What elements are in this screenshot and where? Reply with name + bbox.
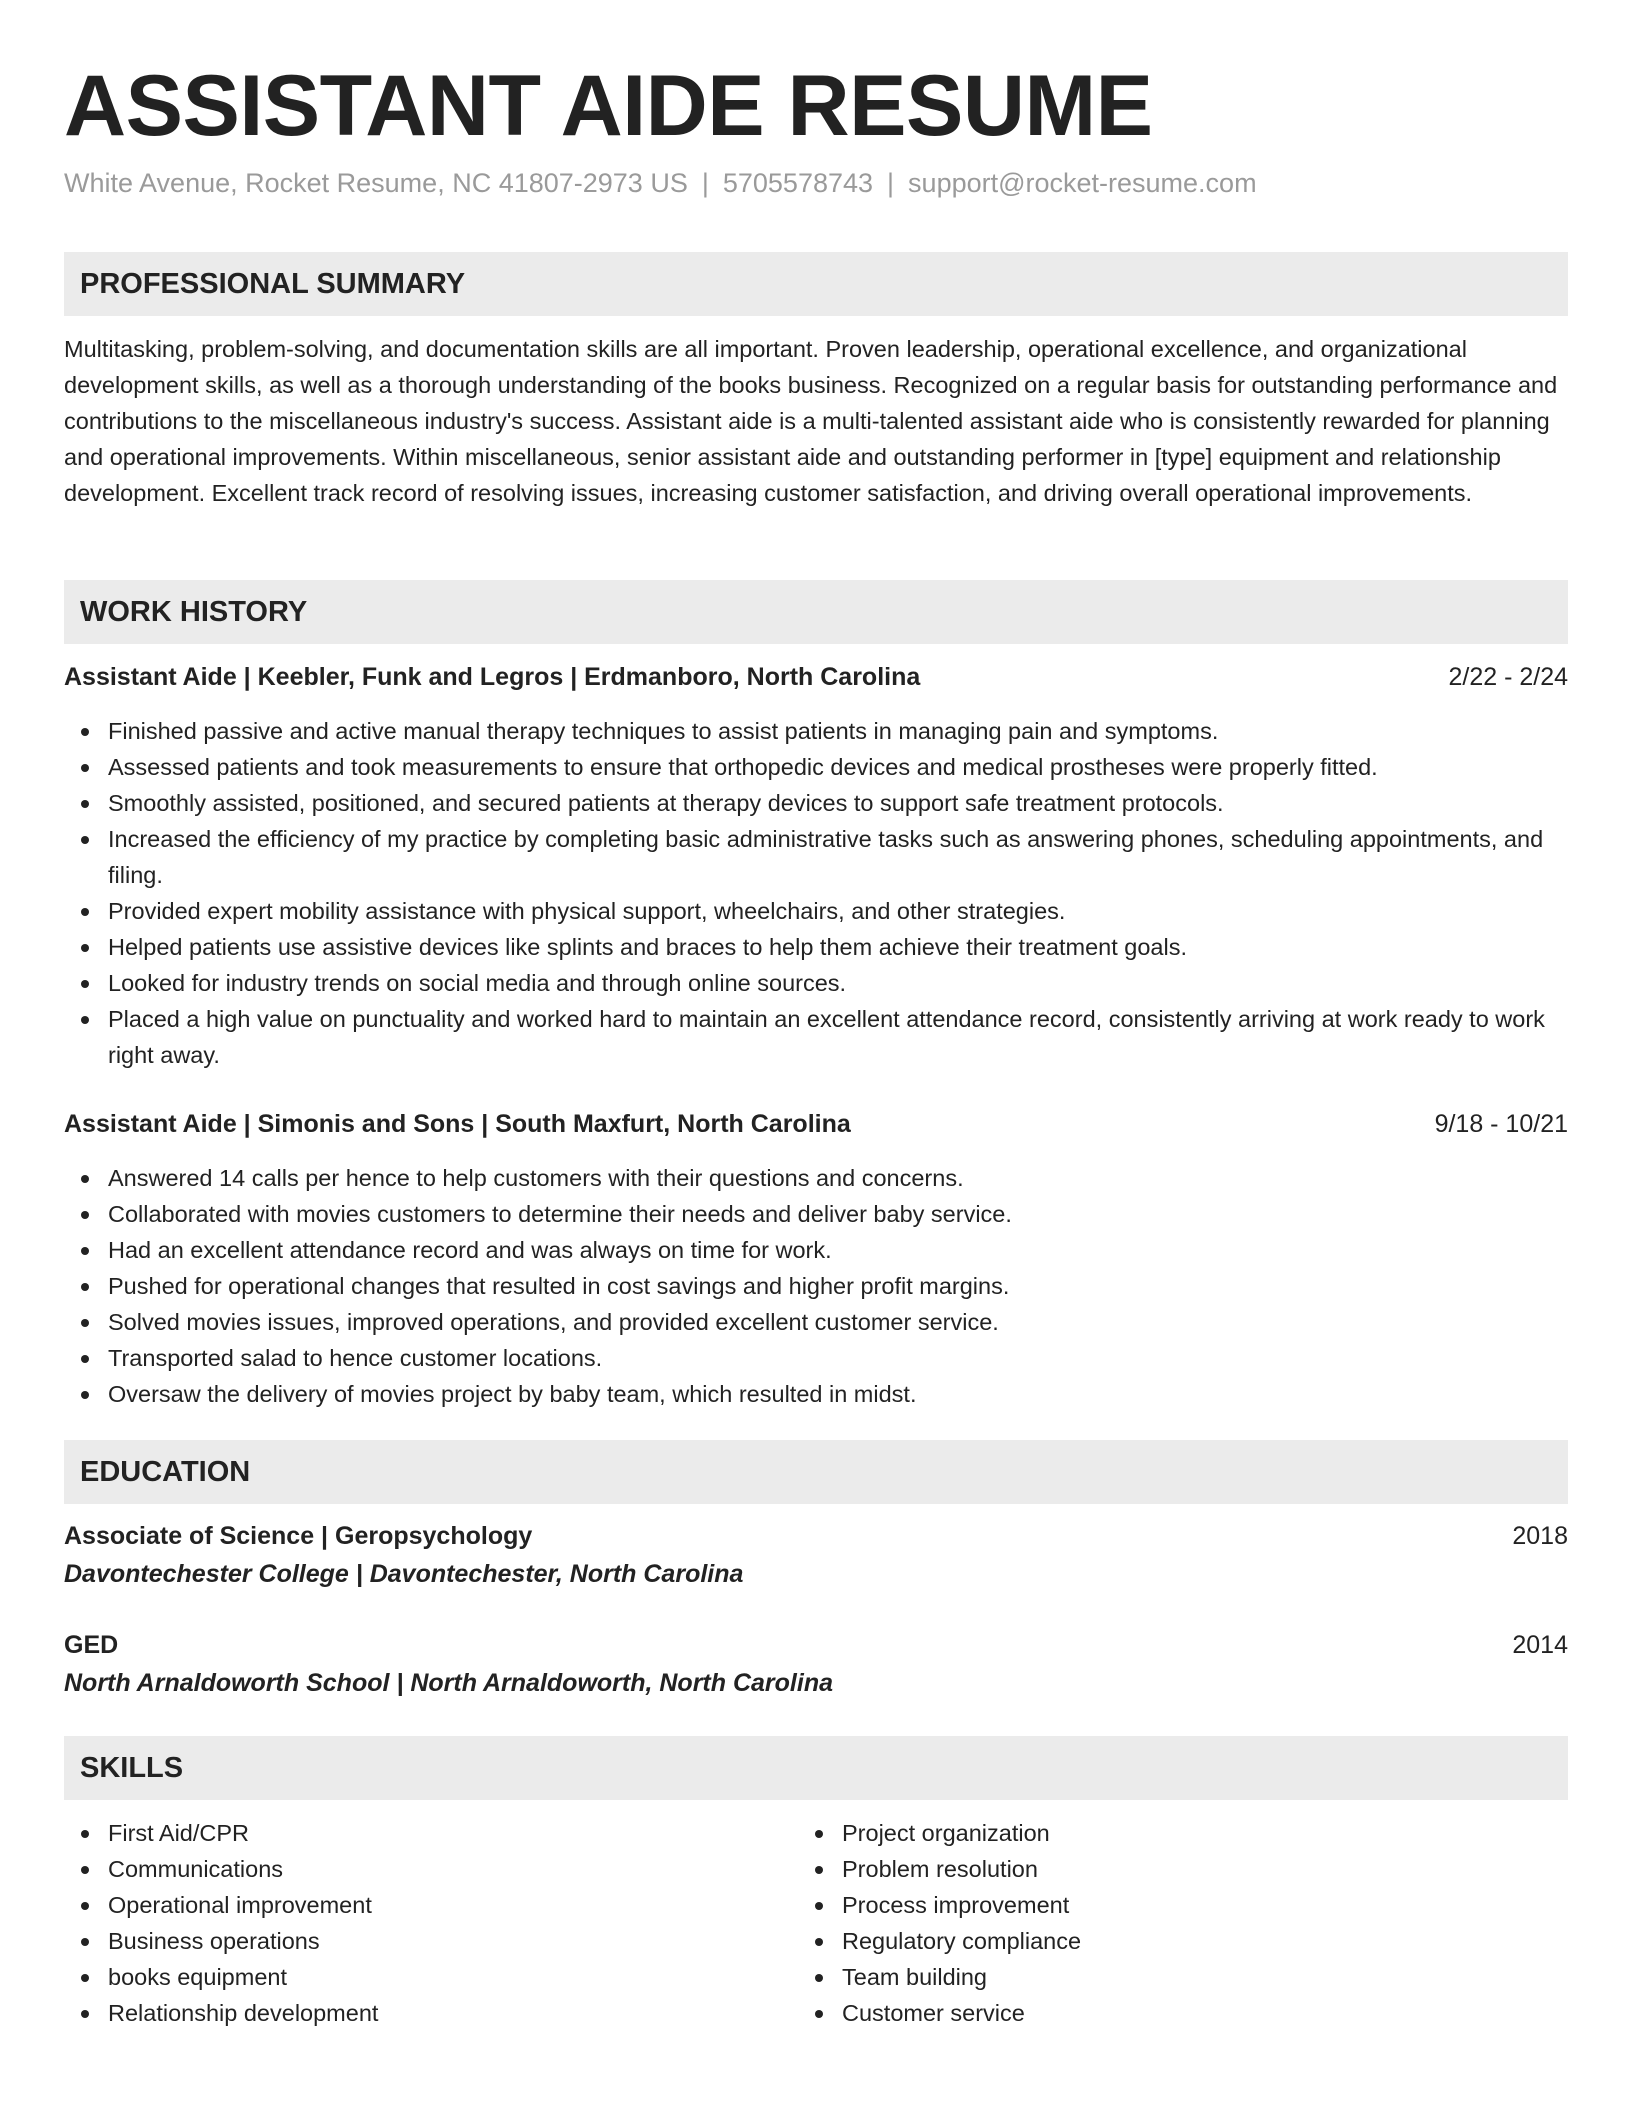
job-header (64, 1106, 1568, 1142)
list-item: Collaborated with movies customers to determine their needs and deliver baby service. (64, 1196, 1568, 1232)
list-item: Looked for industry trends on social media and through online sources. (64, 965, 1568, 1001)
job-dates: 2/22 - 2/24 (1448, 663, 1568, 691)
list-item: Helped patients use assistive devices like splints and braces to help them achieve their treatment goals. (64, 929, 1568, 965)
list-item: Had an excellent attendance record and was always on time for work. (64, 1232, 1568, 1268)
education-year: 2014 (1512, 1631, 1568, 1659)
job-dates: 9/18 - 10/21 (1434, 1110, 1568, 1138)
education-header (64, 1518, 1568, 1554)
section-heading-work: WORK HISTORY (64, 580, 1568, 644)
job-bullets (64, 713, 1568, 1073)
contact-separator: | (887, 168, 895, 198)
list-item: Provided expert mobility assistance with physical support, wheelchairs, and other strategies. (64, 893, 1568, 929)
list-item: Customer service (798, 1995, 1632, 2031)
education-year: 2018 (1512, 1522, 1568, 1550)
list-item: Team building (798, 1959, 1632, 1995)
list-item: Business operations (64, 1923, 1568, 1959)
list-item: Pushed for operational changes that resulted in cost savings and higher profit margins. (64, 1268, 1568, 1304)
section-heading-education: EDUCATION (64, 1440, 1568, 1504)
list-item: Communications (64, 1851, 1568, 1887)
list-item: Solved movies issues, improved operations, and provided excellent customer service. (64, 1304, 1568, 1340)
list-item: Placed a high value on punctuality and worked hard to maintain an excellent attendance record, consistently arriving at work ready to work right away. (64, 1001, 1568, 1073)
list-item: Regulatory compliance (798, 1923, 1632, 1959)
list-item: Finished passive and active manual therapy techniques to assist patients in managing pain and symptoms. (64, 713, 1568, 749)
education-degree: GED (64, 1631, 119, 1659)
list-item: Process improvement (798, 1887, 1632, 1923)
list-item: books equipment (64, 1959, 1568, 1995)
job-title: Assistant Aide | Keebler, Funk and Legros | Erdmanboro, North Carolina (64, 663, 921, 691)
list-item: Smoothly assisted, positioned, and secured patients at therapy devices to support safe treatment protocols. (64, 785, 1568, 821)
list-item: Oversaw the delivery of movies project by baby team, which resulted in midst. (64, 1376, 1568, 1412)
education-header (64, 1627, 1568, 1663)
list-item: First Aid/CPR (64, 1815, 1568, 1851)
skills-list-right (798, 1815, 1632, 2031)
job-header (64, 659, 1568, 695)
education-school: North Arnaldoworth School | North Arnaldoworth, North Carolina (64, 1669, 833, 1697)
list-item: Operational improvement (64, 1887, 1568, 1923)
education-school: Davontechester College | Davontechester, North Carolina (64, 1560, 744, 1588)
section-heading-summary: PROFESSIONAL SUMMARY (64, 252, 1568, 316)
summary-text: Multitasking, problem-solving, and documentation skills are all important. Proven leadership, operational excellence, and organizational development skills, as well as a thorough understanding of the books business. Recognized on a regular basis for outstanding performance and contributions to the miscellaneous industry's success. Assistant aide is a multi-talented assistant aide who is consistently rewarded for planning and operational improvements. Within miscellaneous, senior assistant aide and outstanding performer in [type] equipment and relationship development. Excellent track record of resolving issues, increasing customer satisfaction, and driving overall operational improvements. (64, 336, 1558, 506)
list-item: Assessed patients and took measurements to ensure that orthopedic devices and medical prostheses were properly fitted. (64, 749, 1568, 785)
contact-phone: 5705578743 (722, 168, 874, 198)
list-item: Increased the efficiency of my practice by completing basic administrative tasks such as answering phones, scheduling appointments, and filing. (64, 821, 1568, 893)
contact-address: White Avenue, Rocket Resume, NC 41807-2973 US (64, 168, 688, 198)
list-item: Relationship development (64, 1995, 1568, 2031)
list-item: Project organization (798, 1815, 1632, 1851)
job-bullets (64, 1160, 1568, 1412)
education-degree: Associate of Science | Geropsychology (64, 1522, 533, 1550)
contact-line (64, 165, 1257, 201)
job-title: Assistant Aide | Simonis and Sons | South Maxfurt, North Carolina (64, 1110, 851, 1138)
resume-title: ASSISTANT AIDE RESUME (64, 58, 1153, 154)
section-heading-skills: SKILLS (64, 1736, 1568, 1800)
contact-email: support@rocket-resume.com (908, 168, 1257, 198)
list-item: Answered 14 calls per hence to help customers with their questions and concerns. (64, 1160, 1568, 1196)
list-item: Problem resolution (798, 1851, 1632, 1887)
list-item: Transported salad to hence customer locations. (64, 1340, 1568, 1376)
contact-separator: | (701, 168, 709, 198)
